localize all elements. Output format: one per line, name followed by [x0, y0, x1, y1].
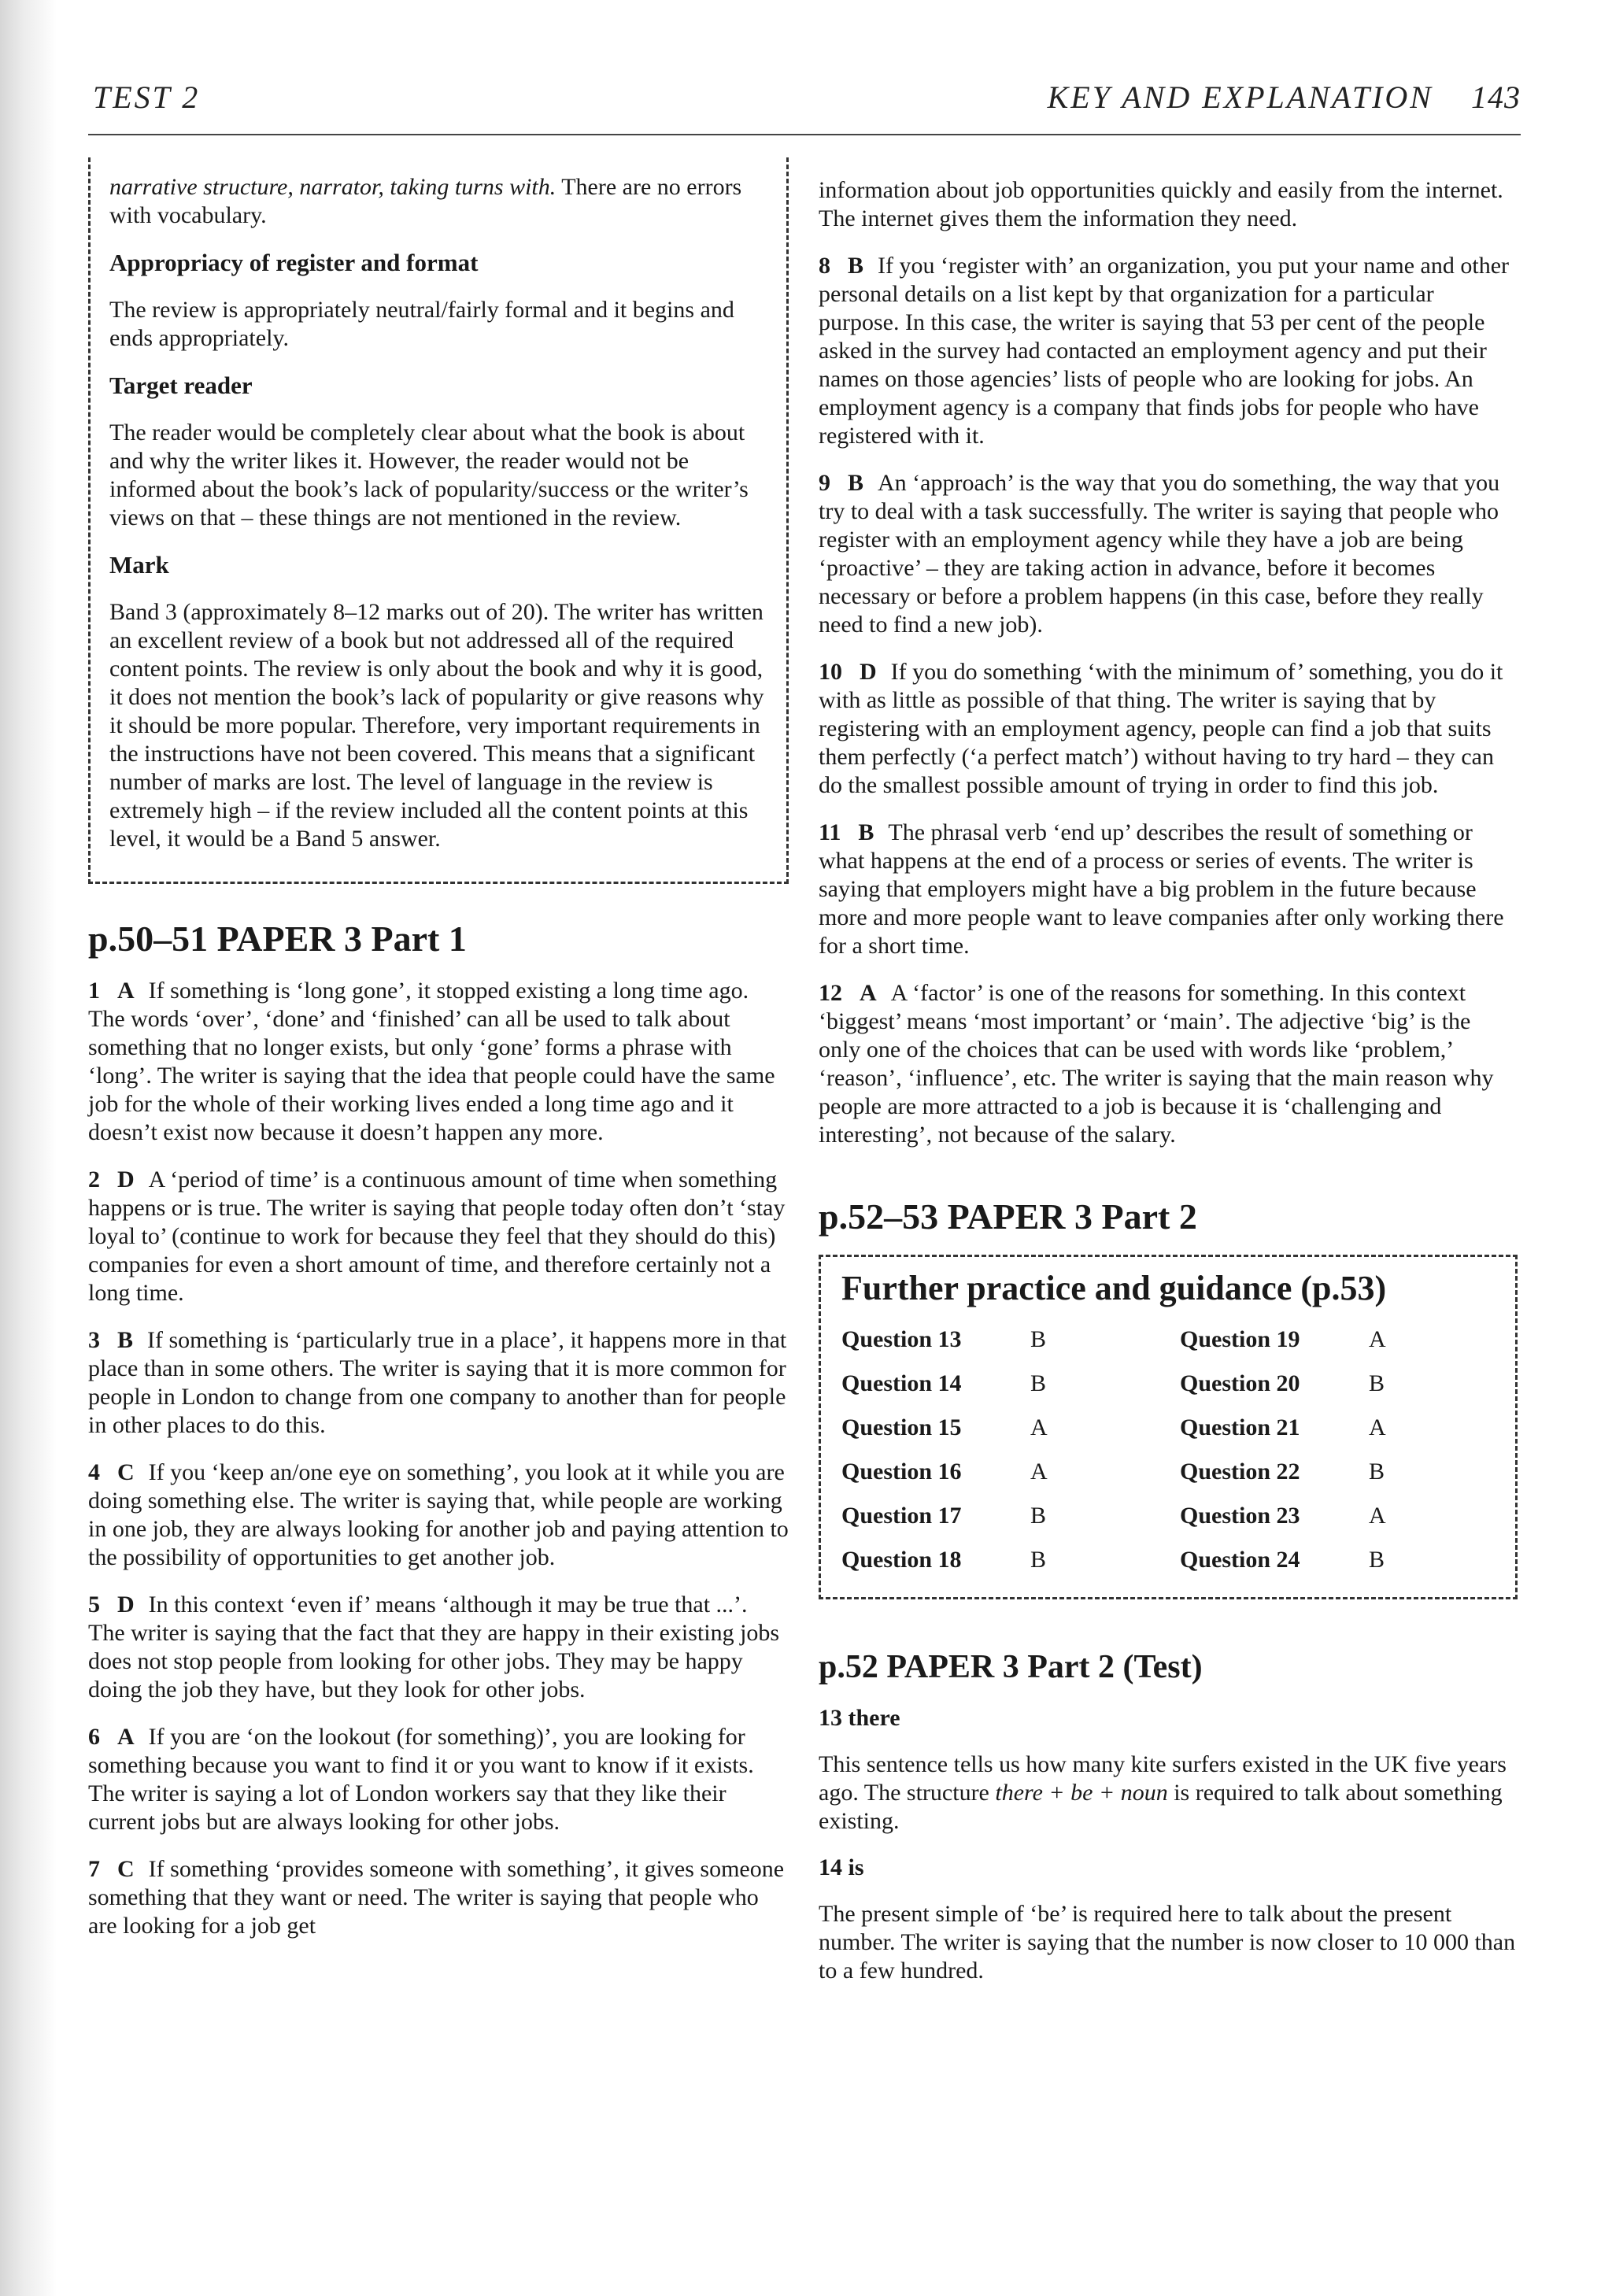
answer-number: 2: [88, 1166, 100, 1192]
question-label: Question 24: [1180, 1547, 1300, 1573]
answer-letter: B: [848, 470, 864, 496]
test-explanation: [819, 1900, 1518, 1985]
question-label: Question 15: [841, 1414, 962, 1440]
answer-number: 10: [819, 659, 842, 685]
page-number: 143: [1471, 79, 1521, 115]
assessment-intro-text: There are no errors with vocabulary.: [109, 174, 742, 228]
answer-item: [819, 469, 1518, 639]
running-header-left: TEST 2: [93, 79, 201, 115]
question-answer: B: [1030, 1547, 1047, 1573]
answer-number: 9: [819, 470, 830, 496]
answer-item: [88, 1855, 789, 1940]
answer-explanation: An ‘approach’ is the way that you do something, the way that you try to deal with a task successfully. The writer is saying that people who register with an employment agency while they have a job are being ‘proactive’ – they are taking action in advance, before it becomes necessary or before a problem happens (in this case, before they really need to find a new job).: [819, 470, 1500, 638]
answer-letter: B: [117, 1327, 134, 1353]
answer-item: [819, 252, 1518, 450]
question-label: Question 19: [1180, 1326, 1300, 1352]
answer-letter: A: [117, 1724, 135, 1750]
table-row: [841, 1407, 1495, 1451]
question-answer: B: [1030, 1503, 1047, 1529]
answer-letter: D: [117, 1592, 135, 1618]
answer-item: [88, 1723, 789, 1836]
answer-item: [88, 1326, 789, 1440]
assessment-heading-mark: Mark: [109, 551, 169, 579]
page-spine-shadow: [0, 0, 57, 2296]
question-label: Question 13: [841, 1326, 962, 1352]
answer-item: [819, 658, 1518, 800]
test-explanation: [819, 1751, 1518, 1836]
table-row: [841, 1495, 1495, 1539]
table-row: [841, 1539, 1495, 1583]
assessment-text-target-reader: The reader would be completely clear about what the book is about and why the writer likes it. However, the reader would not be informed about the book’s lack of popularity/success or the writer’s views on that – these things are not mentioned in the review.: [109, 420, 749, 531]
answer-letter: B: [858, 819, 874, 845]
table-row: [841, 1451, 1495, 1495]
answer-item: [88, 1459, 789, 1572]
question-answer: A: [1369, 1326, 1386, 1352]
question-answer: A: [1030, 1459, 1048, 1484]
answer-explanation: In this context ‘even if’ means ‘although it may be true that ...’. The writer is saying that the fact that they are happy in their existing jobs does not stop people from looking for other jobs. They may be happy doing the job they have, but they look for other jobs.: [88, 1592, 780, 1703]
question-label: Question 18: [841, 1547, 962, 1573]
left-column: [88, 157, 789, 1959]
question-answer: A: [1369, 1503, 1386, 1529]
answer-letter: A: [117, 978, 135, 1004]
answer-explanation: A ‘factor’ is one of the reasons for something. In this context ‘biggest’ means ‘most important’ or ‘main’. The adjective ‘big’ is the only one of the choices that can be used with words like ‘problem,’ ‘reason’, ‘influence’, etc. The writer is saying that the main reason why people are more attracted to a job is because it is ‘challenging and interesting’, not because of the salary.: [819, 980, 1494, 1148]
answer-number: 8: [819, 253, 830, 279]
running-header-title: KEY AND EXPLANATION: [1047, 79, 1433, 115]
test-section-title: p.52 PAPER 3 Part 2 (Test): [819, 1649, 1203, 1685]
answer-item: [819, 979, 1518, 1149]
test-explanation-text: This sentence tells us how many kite surfers existed in the UK five years ago. The structure: [819, 1751, 1507, 1806]
answer-item: [88, 977, 789, 1147]
right-column: [819, 157, 1518, 2004]
answer-explanation: A ‘period of time’ is a continuous amount of time when something happens or is true. The writer is saying that people today often don’t ‘stay loyal to’ (continue to work for because they feel that they should do this) companies for even a short amount of time, and therefore certainly not a long time.: [88, 1166, 786, 1306]
question-label: Question 23: [1180, 1503, 1300, 1529]
answer-letter: B: [848, 253, 864, 279]
assessment-heading-target-reader: Target reader: [109, 372, 253, 399]
answer-explanation: If you are ‘on the lookout (for something)’, you are looking for something because you want to find it or you want to know if it exists. The writer is saying a lot of London workers say that they like their current jobs but are always looking for other jobs.: [88, 1724, 754, 1835]
question-answer: B: [1030, 1370, 1047, 1396]
question-answer: B: [1030, 1326, 1047, 1352]
answer-explanation: If you ‘keep an/one eye on something’, you look at it while you are doing something else. The writer is saying that, while people are working in one job, they are always looking for another job and paying attention to the possibility of opportunities to get another job.: [88, 1459, 789, 1570]
part1-section-title: p.50–51 PAPER 3 Part 1: [88, 919, 467, 959]
question-label: Question 16: [841, 1459, 962, 1484]
answer-letter: D: [117, 1166, 135, 1192]
question-answer: A: [1030, 1414, 1048, 1440]
part2-section-title: p.52–53 PAPER 3 Part 2: [819, 1196, 1197, 1237]
answer-number: 1: [88, 978, 100, 1004]
answer-explanation: If something is ‘long gone’, it stopped existing a long time ago. The words ‘over’, ‘done’ and ‘finished’ can all be used to talk about something that no longer exists, but only ‘gone’ forms a phrase with ‘long’. The writer is saying that the idea that people could have the same job for the whole of their working lives ended a long time ago and it doesn’t exist now because it doesn’t happen any more.: [88, 978, 775, 1145]
answers-table: [841, 1318, 1495, 1583]
running-header-right: [1048, 79, 1521, 116]
practice-guidance-box: [819, 1255, 1518, 1599]
answer-number: 3: [88, 1327, 100, 1353]
question-label: Question 21: [1180, 1414, 1300, 1440]
answer-number: 5: [88, 1592, 100, 1618]
answer-explanation: If you ‘register with’ an organization, you put your name and other personal details on a list kept by that organization for a particular purpose. In this case, the writer is saying that 53 per cent of the people asked in the survey had contacted an employment agency and put their names on those agencies’ lists of people who are looking for jobs. An employment agency is a company that finds jobs for people who have registered with it.: [819, 253, 1510, 449]
answer-letter: C: [117, 1459, 135, 1485]
answer-explanation: If something ‘provides someone with something’, it gives someone something that they want or need. The writer is saying that people who are looking for a job get: [88, 1856, 785, 1939]
answer-item: [88, 1591, 789, 1704]
table-row: [841, 1318, 1495, 1362]
question-label: Question 20: [1180, 1370, 1300, 1396]
answer-number: 7: [88, 1856, 100, 1882]
question-answer: A: [1369, 1414, 1386, 1440]
assessment-text-mark: Band 3 (approximately 8–12 marks out of 20). The writer has written an excellent review of a book but not addressed all of the required content points. The review is only about the book and why it is good, it does not mention the book’s lack of popularity or give reasons why it should be more popular. Therefore, very important requirements in the instructions have not been covered. This means that a significant number of marks are lost. The level of language in the review is extremely high – if the review included all the content points at this level, it would be a Band 5 answer.: [109, 599, 764, 852]
assessment-intro: [109, 173, 767, 230]
answer-item: [819, 819, 1518, 960]
header-rule: [88, 134, 1521, 135]
answer-item: [88, 1166, 789, 1307]
continued-explanation: information about job opportunities quickly and easily from the internet. The internet gives them the information they need.: [819, 177, 1503, 231]
practice-box-title: Further practice and guidance (p.53): [841, 1269, 1387, 1307]
question-label: Question 14: [841, 1370, 962, 1396]
answer-number: 6: [88, 1724, 100, 1750]
question-answer: B: [1369, 1547, 1385, 1573]
test-explanation-text-end: is required to talk about something existing.: [819, 1780, 1503, 1834]
answer-explanation: The phrasal verb ‘end up’ describes the result of something or what happens at the end of a process or series of events. The writer is saying that employers might have a big problem in the future because more and more people want to leave companies after only working there for a short time.: [819, 819, 1504, 959]
test-answer-label: 13 there: [819, 1705, 900, 1731]
assessment-intro-italic: narrative structure, narrator, taking turns with.: [109, 174, 556, 200]
question-label: Question 17: [841, 1503, 962, 1529]
test-answer-label: 14 is: [819, 1854, 864, 1880]
test-explanation-text: The present simple of ‘be’ is required here to talk about the present number. The writer is saying that the number is now closer to 10 000 than to a few hundred.: [819, 1901, 1516, 1984]
answer-number: 11: [819, 819, 841, 845]
answer-explanation: If something is ‘particularly true in a place’, it happens more in that place than in some others. The writer is saying that it is more common for people in London to change from one company to another than for people in other places to do this.: [88, 1327, 787, 1438]
answer-letter: A: [860, 980, 877, 1006]
answer-letter: D: [860, 659, 877, 685]
assessment-heading-register: Appropriacy of register and format: [109, 249, 479, 276]
question-answer: B: [1369, 1459, 1385, 1484]
assessment-box: [88, 157, 789, 884]
question-answer: B: [1369, 1370, 1385, 1396]
answer-explanation: If you do something ‘with the minimum of’ something, you do it with as little as possible of that thing. The writer is saying that by registering with an employment agency, people can find a job that suits them perfectly (‘a perfect match’) without having to try hard – they can do the smallest possible amount of trying in order to find this job.: [819, 659, 1503, 798]
table-row: [841, 1362, 1495, 1407]
assessment-text-register: The review is appropriately neutral/fairly formal and it begins and ends appropriately.: [109, 297, 734, 351]
answer-letter: C: [117, 1856, 135, 1882]
answer-number: 4: [88, 1459, 100, 1485]
answer-number: 12: [819, 980, 842, 1006]
question-label: Question 22: [1180, 1459, 1300, 1484]
test-explanation-structure: there + be + noun: [995, 1780, 1168, 1806]
